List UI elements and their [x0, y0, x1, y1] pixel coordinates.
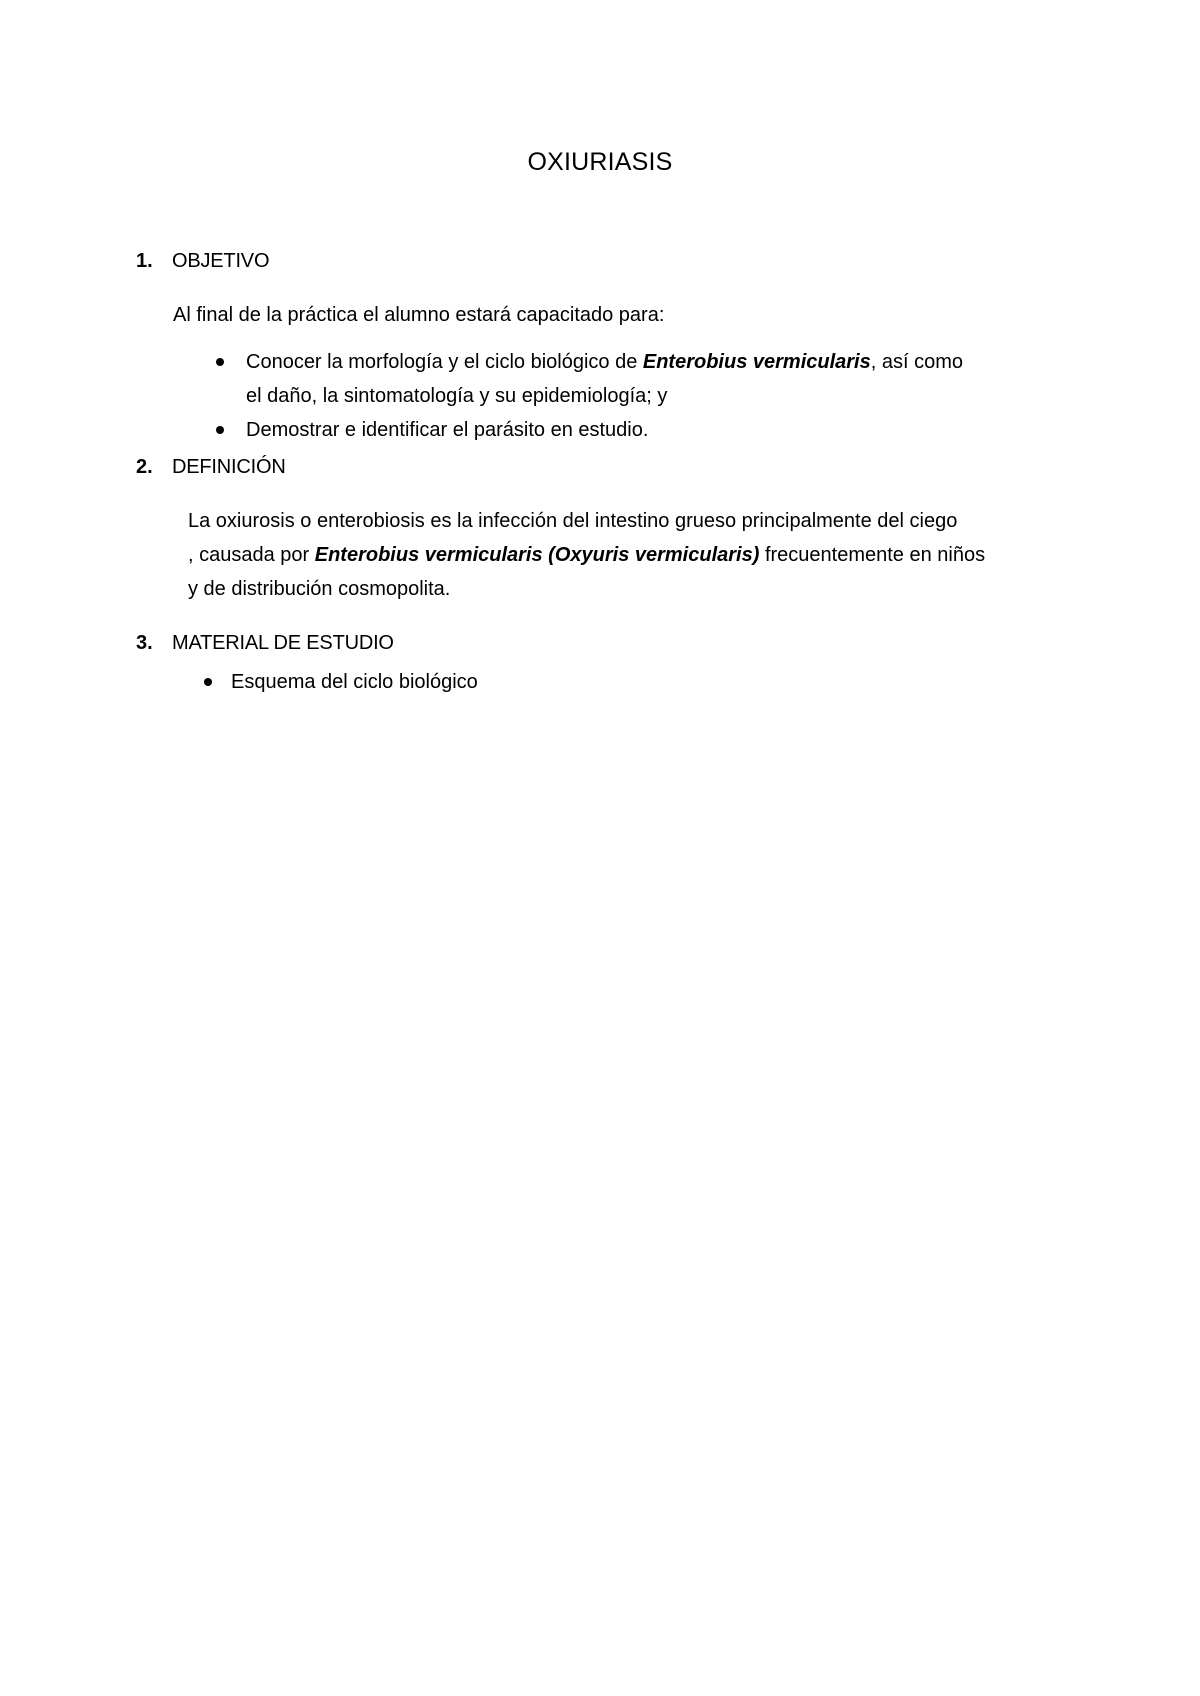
section-heading-objetivo: [136, 248, 269, 274]
bullet-icon: [216, 426, 224, 434]
bullet-icon: [216, 358, 224, 366]
section-heading-material: [136, 630, 394, 656]
objective-bullet-2: Demostrar e identificar el parásito en estudio.: [246, 419, 649, 441]
section-number: 3.: [136, 632, 153, 654]
bullet-text: , así como: [870, 351, 964, 373]
section-title: DEFINICIÓN: [172, 456, 286, 478]
bullet-text: Conocer la morfología y el ciclo biológico de: [246, 351, 643, 373]
material-bullet-1: Esquema del ciclo biológico: [231, 671, 478, 693]
objective-bullet-1-line-2: el daño, la sintomatología y su epidemiología; y: [246, 385, 668, 407]
definition-line-2: [188, 538, 1038, 572]
section-heading-definicion: [136, 454, 286, 480]
objective-bullet-1-line-1: [246, 345, 963, 379]
definition-line-3: y de distribución cosmopolita.: [188, 578, 451, 600]
species-name: Enterobius vermicularis: [642, 351, 871, 373]
definition-line-1: La oxiurosis o enterobiosis es la infección del intestino grueso principalmente del ciego: [188, 510, 958, 532]
bullet-icon: [204, 678, 212, 686]
objective-intro: Al final de la práctica el alumno estará capacitado para:: [173, 304, 665, 326]
section-title: MATERIAL DE ESTUDIO: [172, 632, 394, 654]
definition-text: frecuentemente en niños: [759, 544, 986, 566]
section-number: 1.: [136, 250, 153, 272]
document-title: OXIURIASIS: [527, 148, 673, 176]
section-title: OBJETIVO: [172, 250, 270, 272]
species-name: Enterobius vermicularis (Oxyuris vermicularis): [314, 544, 760, 566]
definition-text: , causada por: [188, 544, 315, 566]
section-number: 2.: [136, 456, 153, 478]
